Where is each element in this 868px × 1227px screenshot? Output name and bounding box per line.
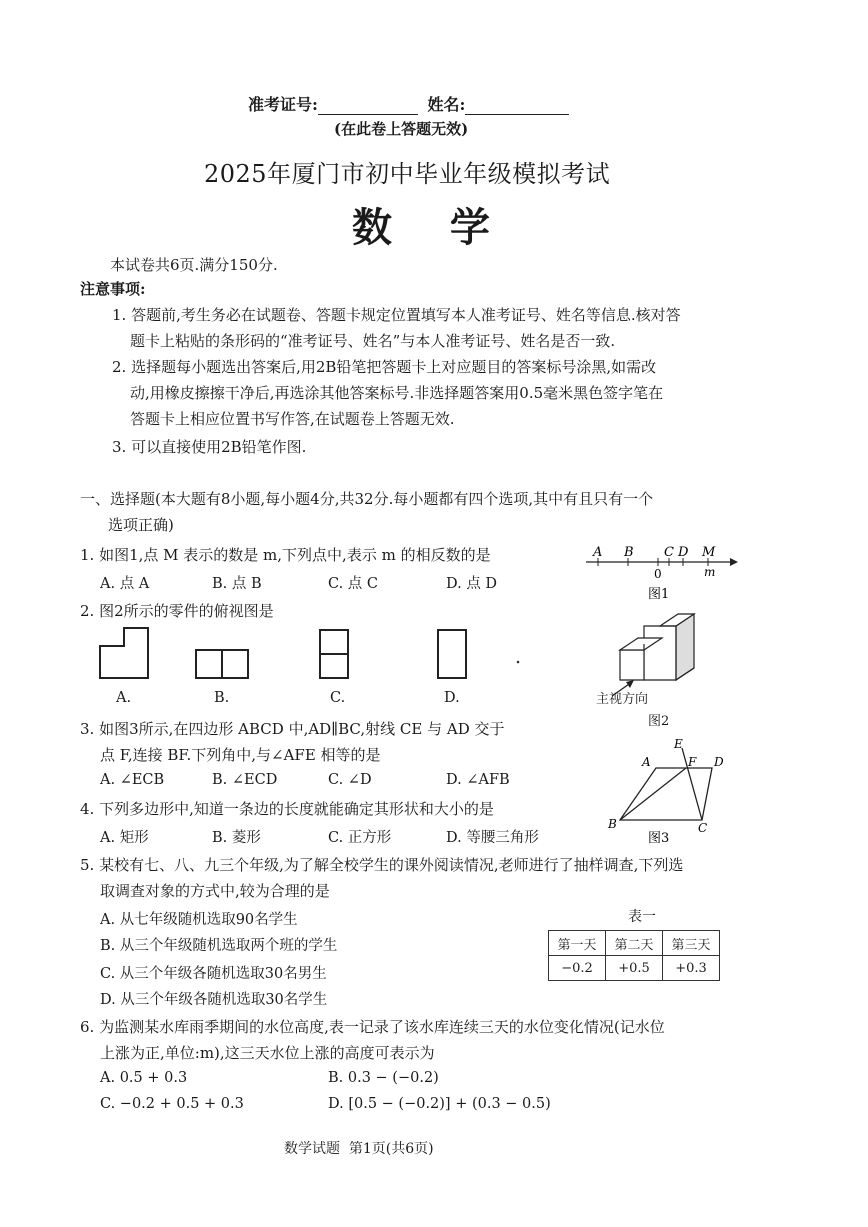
section-heading: 一、选择题(本大题有8小题,每小题4分,共32分.每小题都有四个选项,其中有且只有一个 <box>80 490 654 508</box>
point-f: F <box>688 755 697 769</box>
figure-1-caption: 图1 <box>648 587 670 602</box>
note-line: 1. 答题前,考生务必在试题卷、答题卡规定位置填写本人准考证号、姓名等信息.核对答 <box>112 306 681 324</box>
q2-option-d[interactable]: D. <box>444 690 460 706</box>
q1-option-a[interactable]: A. 点 A <box>100 576 150 592</box>
q4-option-d[interactable]: D. 等腰三角形 <box>446 830 539 846</box>
figure-2-caption: 图2 <box>648 714 670 729</box>
point-b-label: B <box>624 545 634 560</box>
point-d: D <box>714 755 724 769</box>
q5-option-b[interactable]: B. 从三个年级随机选取两个班的学生 <box>100 938 338 954</box>
figure-3-quadrilateral <box>602 734 742 846</box>
q3-option-a[interactable]: A. ∠ECB <box>100 772 165 788</box>
table-cell: +0.5 <box>606 956 663 981</box>
q5-option-a[interactable]: A. 从七年级随机选取90名学生 <box>100 912 298 928</box>
table-header: 第三天 <box>663 931 720 956</box>
option-a-shape <box>100 628 148 678</box>
question-5-stem-cont: 取调查对象的方式中,较为合理的是 <box>100 882 330 900</box>
question-3-stem-cont: 点 F,连接 BF.下列角中,与∠AFE 相等的是 <box>100 746 381 764</box>
q3-option-d[interactable]: D. ∠AFB <box>446 772 510 788</box>
q6-option-d[interactable]: D. [0.5 − (−0.2)] + (0.3 − 0.5) <box>328 1096 551 1112</box>
name-blank[interactable] <box>465 98 569 115</box>
page-footer: 数学试题 第1页(共6页) <box>284 1141 434 1157</box>
note-line: 3. 可以直接使用2B铅笔作图. <box>112 438 307 456</box>
point-m-label: M <box>702 545 716 560</box>
subject-title: 数 学 <box>352 204 500 251</box>
exam-title: 2025年厦门市初中毕业年级模拟考试 <box>204 160 611 188</box>
q1-option-c[interactable]: C. 点 C <box>328 576 378 592</box>
q3-option-b[interactable]: B. ∠ECD <box>212 772 278 788</box>
q2-option-views <box>96 622 536 686</box>
m-label: m <box>704 565 716 579</box>
question-6-stem: 6. 为监测某水库雨季期间的水位高度,表一记录了该水库连续三天的水位变化情况(记水位 <box>80 1018 665 1036</box>
q2-option-c[interactable]: C. <box>330 690 346 706</box>
exam-id-blank[interactable] <box>318 98 418 115</box>
notes-heading: 注意事项: <box>80 280 146 298</box>
note-line: 动,用橡皮擦擦干净后,再选涂其他答案标号.非选择题答案用0.5毫米黑色签字笔在 <box>130 384 664 402</box>
point-c-label: C <box>664 545 674 560</box>
question-5-stem: 5. 某校有七、八、九三个年级,为了解全校学生的课外阅读情况,老师进行了抽样调查,下列选 <box>80 856 684 874</box>
table-header: 第一天 <box>549 931 606 956</box>
note-line: 答题卡上相应位置书写作答,在试题卷上答题无效. <box>130 410 455 428</box>
q2-option-a[interactable]: A. <box>116 690 132 706</box>
point-d-label: D <box>678 545 689 560</box>
note-line: 2. 选择题每小题选出答案后,用2B铅笔把答题卡上对应题目的答案标号涂黑,如需改 <box>112 358 657 376</box>
q3-option-c[interactable]: C. ∠D <box>328 772 372 788</box>
q4-option-b[interactable]: B. 菱形 <box>212 830 261 846</box>
exam-id-row <box>248 92 569 115</box>
q4-option-a[interactable]: A. 矩形 <box>100 830 149 846</box>
q1-option-b[interactable]: B. 点 B <box>212 576 262 592</box>
view-direction-label: 主视方向 <box>596 692 649 707</box>
table-cell: +0.3 <box>663 956 720 981</box>
point-c: C <box>698 821 708 835</box>
question-1-stem: 1. 如图1,点 M 表示的数是 m,下列点中,表示 m 的相反数的是 <box>80 546 491 564</box>
section-heading-cont: 选项正确) <box>108 516 174 534</box>
q5-option-c[interactable]: C. 从三个年级各随机选取30名男生 <box>100 966 327 982</box>
q5-option-d[interactable]: D. 从三个年级各随机选取30名学生 <box>100 992 328 1008</box>
intro-text: 本试卷共6页.满分150分. <box>110 256 278 274</box>
name-label: 姓名: <box>427 95 466 114</box>
point-a-label: A <box>593 545 603 560</box>
q6-option-b[interactable]: B. 0.3 − (−0.2) <box>328 1070 439 1086</box>
q4-option-c[interactable]: C. 正方形 <box>328 830 392 846</box>
table-1-caption: 表一 <box>628 909 656 925</box>
note-line: 题卡上粘贴的条形码的“准考证号、姓名”与本人准考证号、姓名是否一致. <box>130 332 616 350</box>
q2-option-b[interactable]: B. <box>214 690 230 706</box>
figure-3-caption: 图3 <box>648 831 670 846</box>
point-a: A <box>642 755 651 769</box>
exam-id-label: 准考证号: <box>248 95 318 114</box>
question-2-stem: 2. 图2所示的零件的俯视图是 <box>80 602 274 620</box>
q6-option-c[interactable]: C. −0.2 + 0.5 + 0.3 <box>100 1096 244 1112</box>
zero-label: 0 <box>654 567 662 581</box>
question-3-stem: 3. 如图3所示,在四边形 ABCD 中,AD∥BC,射线 CE 与 AD 交于 <box>80 720 505 738</box>
answer-notice: (在此卷上答题无效) <box>334 120 469 138</box>
q1-option-d[interactable]: D. 点 D <box>446 576 498 592</box>
question-4-stem: 4. 下列多边形中,知道一条边的长度就能确定其形状和大小的是 <box>80 800 494 818</box>
table-cell: −0.2 <box>549 956 606 981</box>
table-1 <box>548 930 720 981</box>
point-b: B <box>608 817 617 831</box>
question-6-stem-cont: 上涨为正,单位:m),这三天水位上涨的高度可表示为 <box>100 1044 435 1062</box>
option-d-shape <box>438 630 466 678</box>
figure-1-number-line <box>580 540 740 606</box>
table-header: 第二天 <box>606 931 663 956</box>
point-e: E <box>674 737 683 751</box>
q6-option-a[interactable]: A. 0.5 + 0.3 <box>100 1070 188 1086</box>
